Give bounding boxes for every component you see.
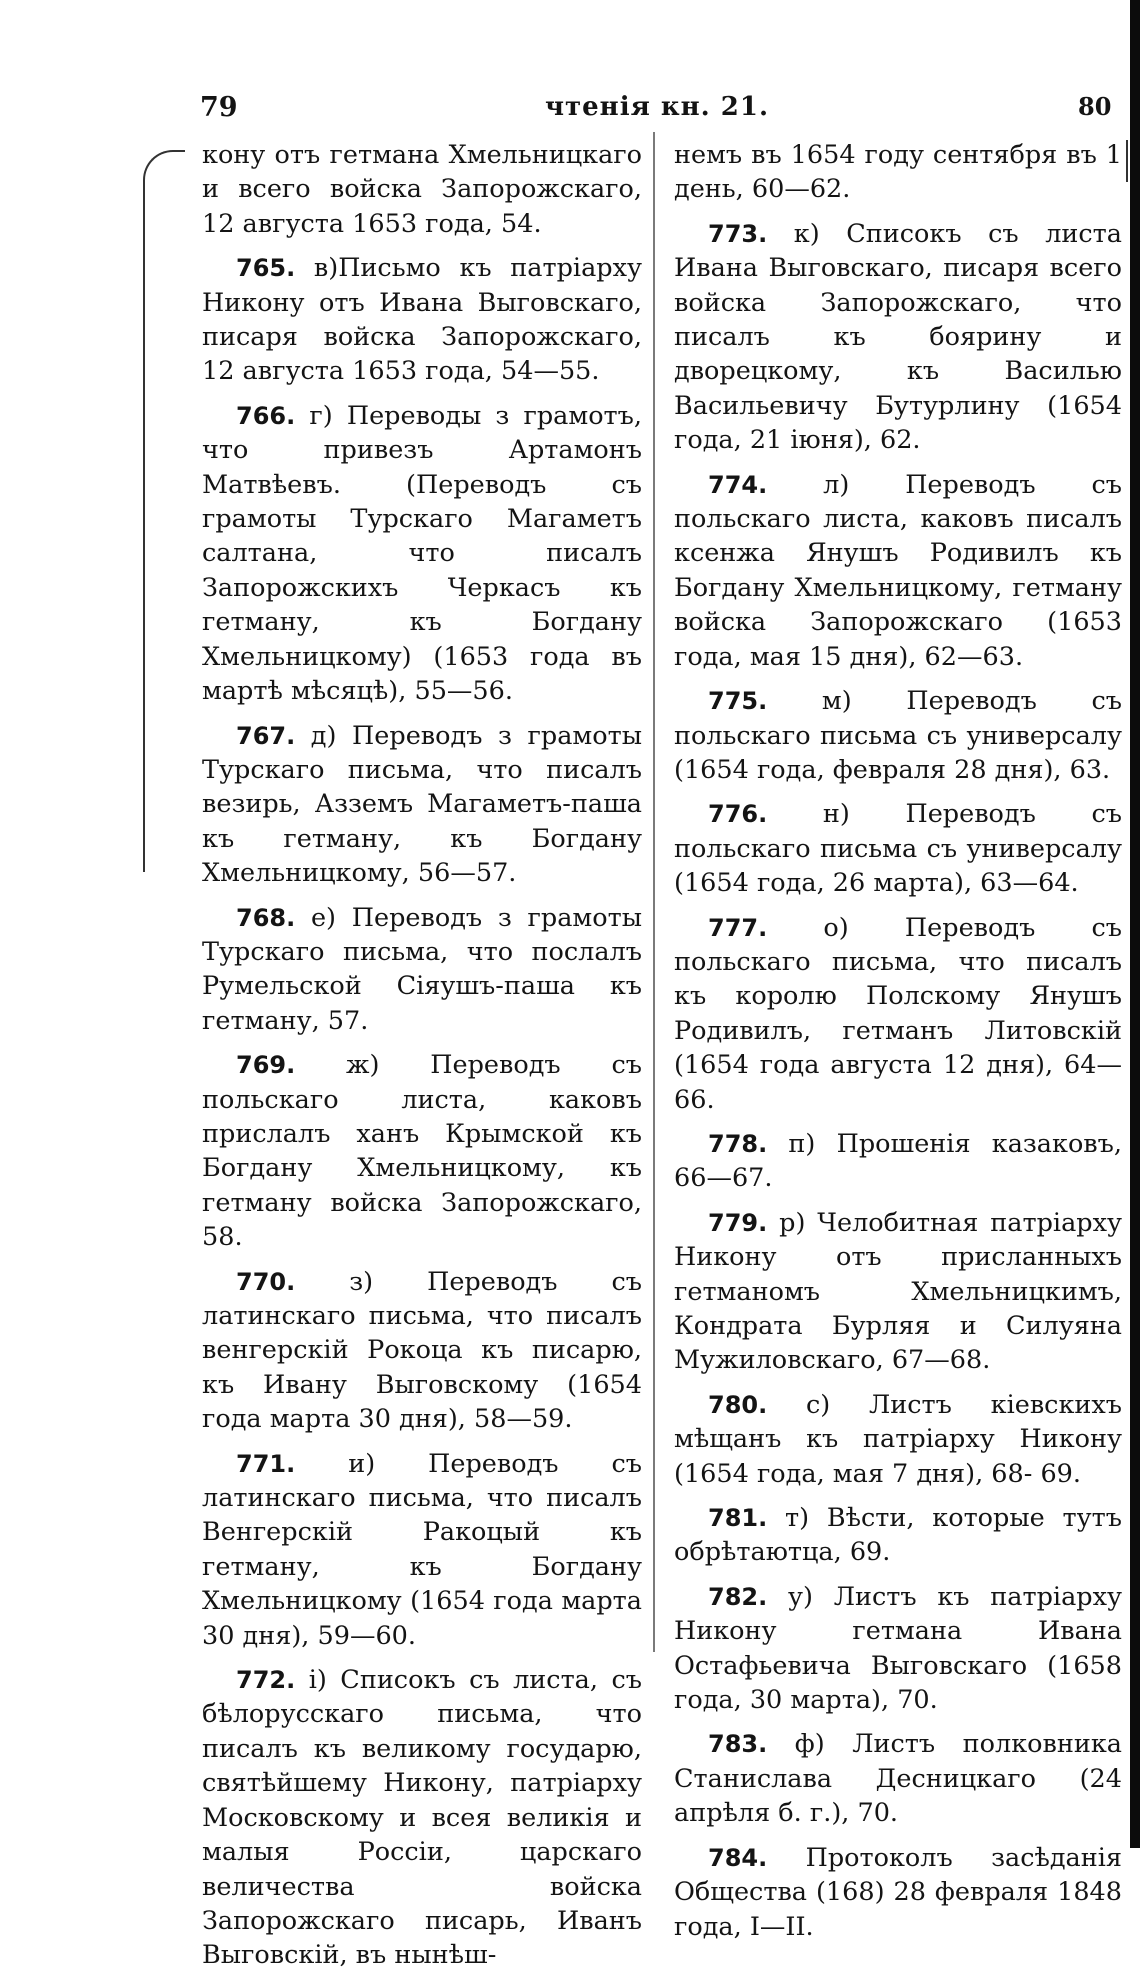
- entry-772: [202, 1663, 642, 1973]
- entry-774: [674, 468, 1122, 674]
- entry-text: у) Листъ къ патріарху Никону гетмана Ивана Остафьевича Выговскаго (1658 года, 30 марта), 70.: [674, 1581, 1122, 1716]
- entry-text: и) Переводъ съ латинскаго письма, что писалъ Венгерскій Ракоцый къ гетману, къ Богдану Хмельницкому (1654 года марта 30 дня), 59—60.: [202, 1448, 642, 1651]
- entry-continuation: [202, 138, 642, 241]
- entry-number: 780.: [708, 1390, 768, 1419]
- entry-783: [674, 1727, 1122, 1830]
- entry-number: 772.: [236, 1666, 296, 1695]
- page-number-right: 80: [1078, 92, 1112, 121]
- entry-text: ж) Переводъ съ польскаго листа, каковъ прислалъ ханъ Крымской къ Богдану Хмельницкому, къ гетману войска Запорожскаго, 58.: [202, 1050, 642, 1253]
- entry-text: о) Переводъ съ польскаго письма, что писалъ къ королю Полскому Янушъ Родивилъ, гетманъ Литовскій (1654 года августа 12 дня), 64—66.: [674, 912, 1122, 1115]
- entry-number: 766.: [236, 401, 296, 430]
- entry-784: [674, 1841, 1122, 1944]
- entry-number: 765.: [236, 254, 296, 283]
- right-column: [674, 138, 1122, 1954]
- entry-775: [674, 684, 1122, 787]
- entry-text: немъ въ 1654 году сентября въ 1 день, 60—62.: [674, 140, 1122, 205]
- entry-773: [674, 217, 1122, 458]
- entry-781: [674, 1501, 1122, 1570]
- entry-771: [202, 1447, 642, 1653]
- left-column: [202, 138, 642, 1983]
- entry-number: 779.: [708, 1208, 768, 1237]
- entry-780: [674, 1388, 1122, 1491]
- entry-778: [674, 1127, 1122, 1196]
- entry-number: 784.: [708, 1843, 768, 1872]
- entry-number: 776.: [708, 800, 768, 829]
- entry-text: е) Переводъ з грамоты Турскаго письма, что послалъ Румельской Сіяушъ-паша къ гетману, 57.: [202, 902, 642, 1036]
- entry-766: [202, 399, 642, 709]
- entry-number: 773.: [708, 219, 768, 248]
- entry-text: Протоколъ засѣданія Общества (168) 28 февраля 1848 года, I—II.: [674, 1842, 1122, 1942]
- entry-776: [674, 797, 1122, 900]
- entry-text: м) Переводъ съ польскаго письма съ универсалу (1654 года, февраля 28 дня), 63.: [674, 686, 1122, 785]
- entry-text: н) Переводъ съ польскаго письма съ универсалу (1654 года, 26 марта), 63—64.: [674, 799, 1122, 899]
- entry-782: [674, 1580, 1122, 1718]
- entry-text: г) Переводы з грамотъ, что привезъ Артамонъ Матвѣевъ. (Переводъ съ грамоты Турскаго Магаметъ салтана, что писалъ Запорожскихъ Черкасъ къ гетману, къ Богдану Хмельницкому) (1653 года въ мартѣ мѣсяцѣ), 55—56.: [202, 400, 642, 707]
- entry-text: ф) Листъ полковника Станислава Десницкаго (24 апрѣля б. г.), 70.: [674, 1729, 1122, 1829]
- entry-text: т) Вѣсти, которые тутъ обрѣтаютца, 69.: [674, 1503, 1122, 1568]
- entry-number: 774.: [708, 470, 768, 499]
- entry-text: с) Листъ кіевскихъ мѣщанъ къ патріарху Никону (1654 года, мая 7 дня), 68- 69.: [674, 1389, 1122, 1489]
- entry-770: [202, 1265, 642, 1437]
- entry-number: 783.: [708, 1730, 768, 1759]
- entry-text: і) Списокъ съ листа, съ бѣлорусскаго письма, что писалъ къ великому государю, святѣйшему Никону, патріарху Московскому и всея великія и малыя Россіи, царскаго величества войска Запорожскаго писарь, Иванъ Выговскій, въ нынѣш-: [202, 1665, 642, 1971]
- entry-777: [674, 911, 1122, 1117]
- scan-edge: [1130, 0, 1140, 1848]
- entry-number: 777.: [708, 913, 768, 942]
- entry-text: з) Переводъ съ латинскаго письма, что писалъ венгерскій Рокоца къ писарю, къ Ивану Выговскому (1654 года марта 30 дня), 58—59.: [202, 1266, 642, 1435]
- entry-continuation: [674, 138, 1122, 207]
- entry-number: 771.: [236, 1449, 296, 1478]
- entry-number: 782.: [708, 1582, 768, 1611]
- entry-765: [202, 251, 642, 389]
- entry-number: 770.: [236, 1267, 296, 1296]
- entry-text: д) Переводъ з грамоты Турскаго письма, что писалъ везирь, Азземъ Магаметъ-паша къ гетману, къ Богдану Хмельницкому, 56—57.: [202, 720, 642, 889]
- entry-number: 769.: [236, 1051, 296, 1080]
- entry-number: 767.: [236, 721, 296, 750]
- entry-text: кону отъ гетмана Хмельницкаго и всего войска Запорожскаго, 12 августа 1653 года, 54.: [202, 140, 642, 239]
- entry-779: [674, 1206, 1122, 1378]
- running-title: чтенія кн. 21.: [545, 92, 769, 122]
- margin-pencil-mark: [143, 150, 185, 872]
- entry-text: р) Челобитная патріарху Никону отъ присланныхъ гетманомъ Хмельницкимъ, Кондрата Бурляя и Силуяна Мужиловскаго, 67—68.: [674, 1207, 1122, 1376]
- entry-number: 778.: [708, 1129, 768, 1158]
- entry-768: [202, 901, 642, 1039]
- entry-text: в)Письмо къ патріарху Никону отъ Ивана Выговскаго, писаря войска Запорожскаго, 12 августа 1653 года, 54—55.: [202, 253, 642, 387]
- entry-769: [202, 1048, 642, 1254]
- entry-number: 775.: [708, 687, 768, 716]
- entry-text: к) Списокъ съ листа Ивана Выговскаго, писаря всего войска Запорожскаго, что писалъ къ боярину и дворецкому, къ Василью Васильевичу Бутурлину (1654 года, 21 іюня), 62.: [674, 218, 1122, 456]
- page-number-left: 79: [200, 92, 238, 123]
- entry-text: п) Прошенія казаковъ, 66—67.: [674, 1128, 1122, 1194]
- entry-number: 781.: [708, 1504, 768, 1533]
- entry-number: 768.: [236, 903, 296, 932]
- entry-text: л) Переводъ съ польскаго листа, каковъ писалъ ксенжа Янушъ Родивилъ къ Богдану Хмельницкому, гетману войска Запорожскаго (1653 года, мая 15 дня), 62—63.: [674, 469, 1122, 672]
- column-divider: [653, 132, 655, 1652]
- entry-767: [202, 719, 642, 891]
